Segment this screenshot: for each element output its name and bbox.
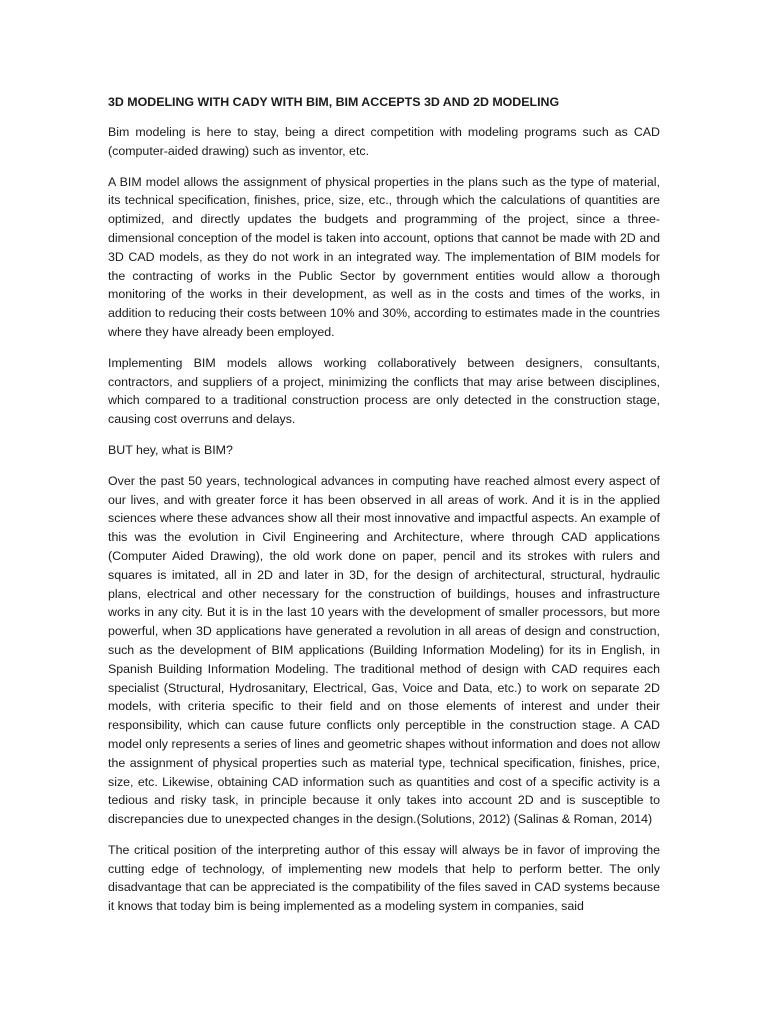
paragraph-question: BUT hey, what is BIM?: [108, 442, 233, 457]
paragraph-bim-model: A BIM model allows the assignment of physical properties in the plans such as the type of material, its technical specification, finishes, price, size, etc., through which the calculations of quantities are optimized, and directly updates the budgets and programming of the project, since a three-dimensional conception of the model is taken into account, options that cannot be made with 2D and 3D CAD models, as they do not work in an integrated way. The implementation of BIM models for the contracting of works in the Public Sector by government entities would allow a thorough monitoring of the works in their development, as well as in the costs and times of the works, in addition to reducing their costs between 10% and 30%, according to estimates made in the countries where they have already been employed.: [108, 174, 660, 339]
document-title: 3D MODELING WITH CADY WITH BIM, BIM ACCEPTS 3D AND 2D MODELING: [108, 95, 560, 109]
paragraph-history: Over the past 50 years, technological advances in computing have reached almost every aspect of our lives, and with greater force it has been observed in all areas of work. And it is in the applied sciences where these advances show all their most innovative and impactful aspects. An example of this was the evolution in Civil Engineering and Architecture, where through CAD applications (Computer Aided Drawing), the old work done on paper, pencil and its strokes with rulers and squares is imitated, all in 2D and later in 3D, for the design of architectural, structural, hydraulic plans, electrical and other necessary for the construction of buildings, houses and infrastructure works in any city. But it is in the last 10 years with the development of smaller processors, but more powerful, when 3D applications have generated a revolution in all areas of design and construction, such as the development of BIM applications (Building Information Modeling) for its in English, in Spanish Building Information Modeling. The traditional method of design with CAD requires each specialist (Structural, Hydrosanitary, Electrical, Gas, Voice and Data, etc.) to work on separate 2D models, with criteria specific to their field and on those elements of interest and under their responsibility, which can cause future conflicts only perceptible in the construction stage. A CAD model only represents a series of lines and geometric shapes without information and does not allow the assignment of physical properties such as material type, technical specification, finishes, price, size, etc. Likewise, obtaining CAD information such as quantities and cost of a specific activity is a tedious and risky task, in principle because it only takes into account 2D and is susceptible to discrepancies due to unexpected changes in the design.(Solutions, 2012) (Salinas & Roman, 2014): [108, 473, 660, 827]
paragraph-intro: Bim modeling is here to stay, being a direct competition with modeling programs such as CAD (computer-aided drawing) such as inventor, etc.: [108, 125, 660, 158]
paragraph-collaboration: Implementing BIM models allows working collaboratively between designers, consultants, contractors, and suppliers of a project, minimizing the conflicts that may arise between disciplines, which compared to a traditional construction process are only detected in the construction stage, causing cost overruns and delays.: [108, 355, 660, 427]
paragraph-critical-position: The critical position of the interpreting author of this essay will always be in favor of improving the cutting edge of technology, of implementing new models that help to perform better. The only disadvantage that can be appreciated is the compatibility of the files saved in CAD systems because it knows that today bim is being implemented as a modeling system in companies, said: [108, 842, 660, 914]
